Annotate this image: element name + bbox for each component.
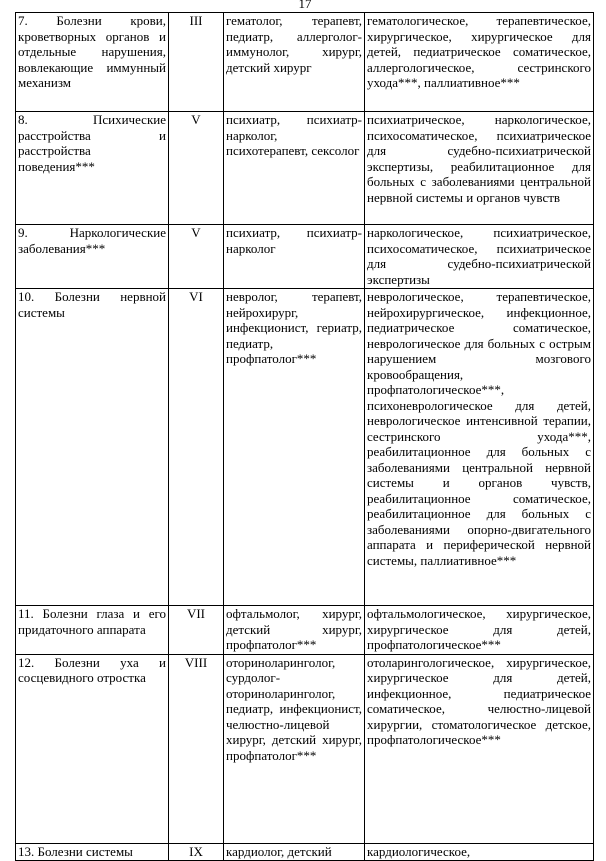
disease-cell: 7. Болезни крови, кроветворных органов и отдельные нарушения, вовлекающие иммунный механизм (16, 13, 169, 112)
icd-class-cell: VII (169, 606, 224, 655)
disease-profile-table (15, 12, 594, 861)
specialists-cell: гематолог, терапевт, педиатр, аллерголог-иммунолог, хирург, детский хирург (224, 13, 365, 112)
specialists-cell: невролог, терапевт, нейрохирург, инфекционист, гериатр, педиатр, профпатолог*** (224, 289, 365, 606)
disease-cell: 11. Болезни глаза и его придаточного аппарата (16, 606, 169, 655)
icd-class-cell: V (169, 112, 224, 225)
bed-profiles-cell: кардиологическое, (365, 843, 594, 861)
disease-cell: 9. Наркологические заболевания*** (16, 225, 169, 289)
icd-class-cell: IX (169, 843, 224, 861)
bed-profiles-cell: гематологическое, терапевтическое, хирургическое, хирургическое для детей, педиатрическое соматическое, аллергологическое, сестринского ухода***, паллиативное*** (365, 13, 594, 112)
table-row (16, 112, 594, 225)
disease-cell: 10. Болезни нервной системы (16, 289, 169, 606)
bed-profiles-cell: психиатрическое, наркологическое, психосоматическое, психиатрическое для судебно-психиатрической экспертизы, реабилитационное для больных с заболеваниями центральной нервной системы и органов чувств (365, 112, 594, 225)
bed-profiles-cell: неврологическое, терапевтическое, нейрохирургическое, инфекционное, педиатрическое соматическое, неврологическое для больных с острым нарушением мозгового кровообращения, профпатологическое***, психоневрологическое для детей, неврологическое интенсивной терапии, сестринского ухода***, реабилитационное для больных с заболеваниями центральной нервной системы и органов чувств, реабилитационное соматическое, реабилитационное для больных с заболеваниями опорно-двигательного аппарата и периферической нервной системы, паллиативное*** (365, 289, 594, 606)
disease-cell: 12. Болезни уха и сосцевидного отростка (16, 654, 169, 843)
icd-class-cell: VI (169, 289, 224, 606)
specialists-cell: офтальмолог, хирург, детский хирург, профпатолог*** (224, 606, 365, 655)
icd-class-cell: III (169, 13, 224, 112)
icd-class-cell: V (169, 225, 224, 289)
bed-profiles-cell: отоларингологическое, хирургическое, хирургическое для детей, инфекционное, педиатрическое соматическое, челюстно-лицевой хирургии, стоматологическое детское, профпатологическое*** (365, 654, 594, 843)
specialists-cell: кардиолог, детский (224, 843, 365, 861)
table-row (16, 606, 594, 655)
specialists-cell: психиатр, психиатр-нарколог (224, 225, 365, 289)
table-row (16, 843, 594, 861)
disease-cell: 13. Болезни системы (16, 843, 169, 861)
table-row (16, 654, 594, 843)
specialists-cell: психиатр, психиатр-нарколог, психотерапевт, сексолог (224, 112, 365, 225)
disease-cell: 8. Психические расстройства и расстройства поведения*** (16, 112, 169, 225)
page-number: 17 (298, 0, 312, 11)
icd-class-cell: VIII (169, 654, 224, 843)
table-row (16, 13, 594, 112)
bed-profiles-cell: наркологическое, психиатрическое, психосоматическое, психиатрическое для судебно-психиатрической экспертизы (365, 225, 594, 289)
bed-profiles-cell: офтальмологическое, хирургическое, хирургическое для детей, профпатологическое*** (365, 606, 594, 655)
table-row (16, 225, 594, 289)
table-row (16, 289, 594, 606)
specialists-cell: оториноларинголог, сурдолог-оториноларинголог, педиатр, инфекционист, челюстно-лицевой хирург, детский хирург, профпатолог*** (224, 654, 365, 843)
